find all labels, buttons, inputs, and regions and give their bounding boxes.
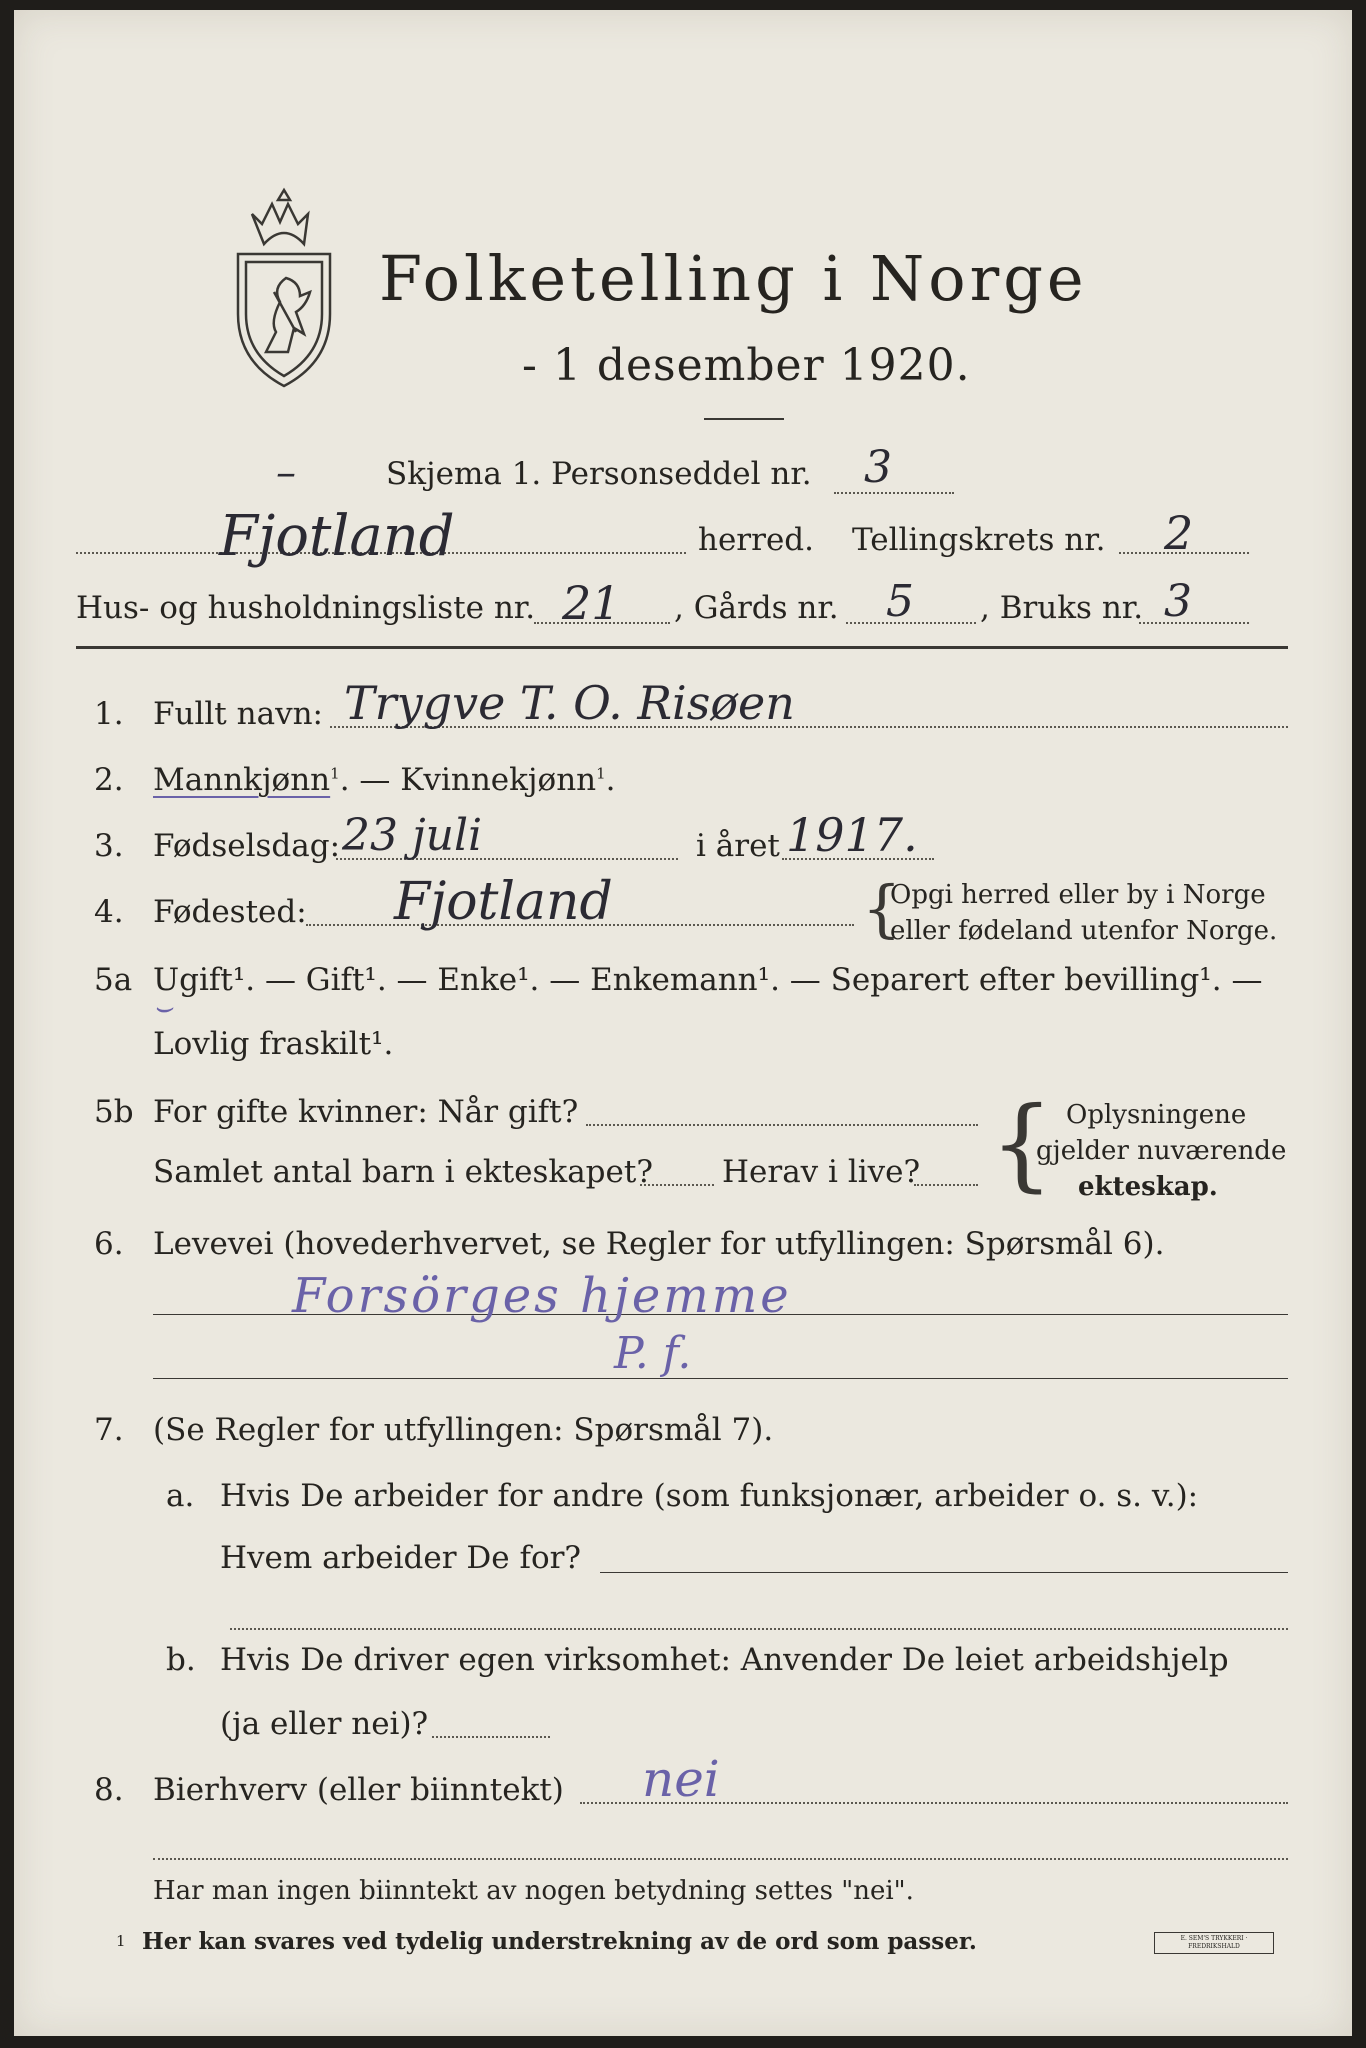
q6-value-abbrev: P. f.: [614, 1328, 692, 1379]
tellingskrets-value: 2: [1164, 506, 1194, 560]
q7a-question: Hvem arbeider De for?: [220, 1540, 582, 1576]
q4-number: 4.: [94, 894, 124, 930]
coat-of-arms-emblem: [224, 182, 344, 394]
q7-number: 7.: [94, 1412, 124, 1448]
q2-end: .: [605, 762, 616, 798]
schema-label: Skjema 1. Personseddel nr.: [386, 456, 812, 492]
q5a-number: 5a: [94, 962, 133, 998]
census-form-sheet: [14, 10, 1352, 2036]
q7a-text: Hvis De arbeider for andre (som funksjonær, arbeider o. s. v.):: [220, 1478, 1199, 1514]
q7b-text: Hvis De driver egen virksomhet: Anvender De leiet arbeidshjelp: [220, 1642, 1229, 1678]
printer-stamp: E. SEM'S TRYKKERI · FREDRIKSHALD: [1154, 1932, 1274, 1954]
footnote-mark: 1: [116, 1932, 126, 1950]
gards-label: , Gårds nr.: [674, 590, 839, 626]
q6-line2: [153, 1378, 1288, 1379]
q6-label: Levevei (hovederhvervet, se Regler for utfyllingen: Spørsmål 6).: [153, 1226, 1165, 1262]
q8-note: Har man ingen biinntekt av nogen betydning settes "nei".: [153, 1876, 914, 1906]
q5a-pencil-mark: ⌣: [153, 990, 173, 1025]
tellingskrets-label: Tellingskrets nr.: [852, 522, 1106, 558]
q8-label: Bierhverv (eller biinntekt): [153, 1772, 564, 1808]
q1-label: Fullt navn:: [153, 696, 323, 732]
q5b-brace: {: [990, 1085, 1054, 1202]
q4-note-line2: eller fødeland utenfor Norge.: [890, 916, 1278, 946]
q5b-label-children: Samlet antal barn i ekteskapet?: [153, 1154, 653, 1190]
q6-number: 6.: [94, 1226, 124, 1262]
q8-value: nei: [642, 1750, 720, 1808]
title-divider: [704, 418, 784, 420]
q4-brace: {: [862, 872, 902, 945]
q7b-question: (ja eller nei)?: [220, 1706, 429, 1742]
q2-options: [153, 762, 616, 798]
footnote-text: Her kan svares ved tydelig understrekning av de ord som passer.: [142, 1928, 977, 1955]
q5b-note-line3: ekteskap.: [1078, 1172, 1218, 1202]
q5a-options: Ugift¹. — Gift¹. — Enke¹. — Enkemann¹. — Separert efter bevilling¹. —: [153, 962, 1263, 998]
personseddel-value: 3: [864, 442, 892, 493]
q5a-options-cont: Lovlig fraskilt¹.: [153, 1026, 394, 1062]
q5b-alive-line: [914, 1184, 978, 1186]
q2-female-option: Kvinnekjønn: [400, 762, 597, 798]
q2-male-footnote: 1: [330, 764, 340, 783]
q8-number: 8.: [94, 1772, 124, 1808]
q6-value: Forsörges hjemme: [292, 1268, 792, 1324]
q3-year-value: 1917.: [786, 808, 918, 862]
q3-number: 3.: [94, 828, 124, 864]
bruks-label: , Bruks nr.: [980, 590, 1144, 626]
q8-line2: [153, 1858, 1288, 1860]
herred-label: herred.: [698, 522, 814, 558]
q1-number: 1.: [94, 696, 124, 732]
q2-male-option: Mannkjønn: [153, 762, 331, 798]
gards-value: 5: [886, 576, 914, 627]
q5b-label-alive: Herav i live?: [722, 1154, 921, 1190]
bruks-line: [1139, 622, 1249, 624]
q5b-number: 5b: [94, 1094, 134, 1130]
q5b-note-line2: gjelder nuværende: [1036, 1136, 1287, 1166]
husliste-value: 21: [562, 576, 621, 630]
personseddel-line: [834, 492, 954, 494]
q2-female-footnote: 1: [596, 764, 606, 783]
q7b-line: [432, 1736, 550, 1738]
q7-label: (Se Regler for utfyllingen: Spørsmål 7).: [153, 1412, 774, 1448]
q7b-letter: b.: [166, 1642, 196, 1678]
q2-number: 2.: [94, 762, 124, 798]
q4-value: Fjotland: [394, 872, 613, 932]
herred-value: Fjotland: [219, 504, 455, 569]
husliste-label: Hus- og husholdningsliste nr.: [76, 590, 536, 626]
q4-label: Fødested:: [153, 894, 307, 930]
q3-value: 23 juli: [342, 810, 483, 861]
q7a-line1: [600, 1572, 1288, 1573]
q5b-label-married: For gifte kvinner: Når gift?: [153, 1094, 579, 1130]
bruks-value: 3: [1164, 576, 1192, 627]
form-title: Folketelling i Norge: [379, 242, 1088, 315]
personseddel-flourish: –: [276, 450, 296, 496]
q4-note-line1: Opgi herred eller by i Norge: [890, 880, 1266, 910]
header-separator: [76, 646, 1288, 649]
q1-value: Trygve T. O. Risøen: [344, 676, 795, 730]
q3-label: Fødselsdag:: [153, 828, 341, 864]
q7a-letter: a.: [166, 1478, 195, 1514]
q2-separator: . —: [339, 762, 401, 798]
census-date: - 1 desember 1920.: [522, 340, 971, 391]
q5b-children-line: [640, 1184, 714, 1186]
q5b-note-line1: Oplysningene: [1066, 1100, 1247, 1130]
q7a-line2: [230, 1628, 1288, 1630]
q5b-married-line: [586, 1124, 978, 1126]
q3-year-label: i året: [696, 828, 780, 864]
